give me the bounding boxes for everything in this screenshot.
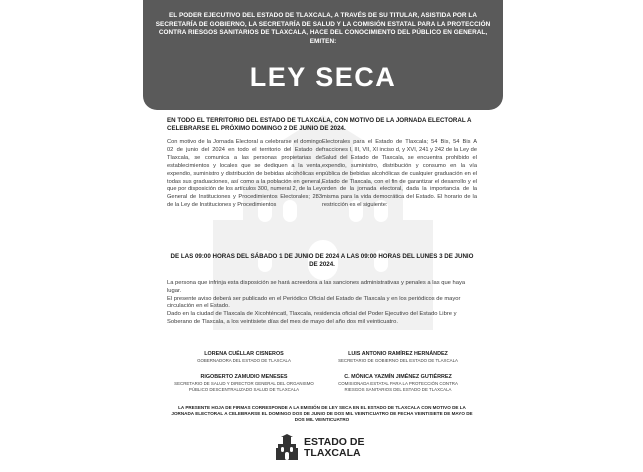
signatory-name: RIGOBERTO ZAMUDIO MENESES	[200, 374, 288, 380]
issuance-paragraph: Dado en la ciudad de Tlaxcala de Xicohténcatl, Tlaxcala, residencia oficial del Poder Ejecutivo del Estado Libre y Soberano de Tlaxcala, a los veintisiete días del mes de mayo del año dos mil veinticuatro.	[167, 311, 457, 325]
body-column-left: Con motivo de la Jornada Electoral a celebrarse el domingo 02 de junio del 2024 en todo el territorio del Estado de Tlaxcala, se comunica a las personas propietarias de establecimientos y locales que se dediquen a la venta, expendio, suministro y distribución de bebidas alcohólicas en todas sus graduaciones, así como a la población en general, que por disposición de los artículos 300, numeral 2, de la Ley General de Instituciones y Procedimientos Electorales; 283 de la Ley de Instituciones y Procedimientos	[167, 139, 322, 209]
signatory-role: SECRETARIO DE SALUD Y DIRECTOR GENERAL DEL ORGANISMO PÚBLICO DESCENTRALIZADO SALUD DE TLAXCALA	[174, 381, 314, 392]
lead-statement: EN TODO EL TERRITORIO DEL ESTADO DE TLAXCALA, CON MOTIVO DE LA JORNADA ELECTORAL A CELEBRARSE EL PRÓXIMO DOMINGO 2 DE JUNIO DE 2024.	[167, 117, 472, 132]
signatory-name: LORENA CUÉLLAR CISNEROS	[204, 351, 284, 357]
logo-line-1: ESTADO DE	[304, 436, 365, 448]
issuer-statement: EL PODER EJECUTIVO DEL ESTADO DE TLAXCALA, A TRAVÉS DE SU TITULAR, ASISTIDA POR LA SECRETARÍA DE GOBIERNO, LA SECRETARÍA DE SALUD Y LA COMISIÓN ESTATAL PARA LA PROTECCIÓN CONTRA RIESGOS SANITARIOS DE TLAXCALA, HACE DEL CONOCIMIENTO DEL PÚBLICO EN GENERAL, EMITEN:	[155, 12, 491, 45]
state-logo	[276, 434, 376, 462]
logo-wordmark	[304, 437, 364, 459]
signatory-name: C. MÓNICA YAZMÍN JIMÉNEZ GUTIÉRREZ	[344, 374, 452, 380]
signature-secretary-government	[328, 351, 468, 364]
signature-secretary-health	[174, 374, 314, 392]
signatory-role: COMISIONADA ESTATAL PARA LA PROTECCIÓN CONTRA RIESGOS SANITARIOS DEL ESTADO DE TLAXCALA	[338, 381, 458, 392]
sanctions-paragraph: La persona que infrinja esta disposición se hará acreedora a las sanciones administrativas y penales a las que haya lugar.	[167, 280, 466, 294]
signatory-role: SECRETARIO DE GOBIERNO DEL ESTADO DE TLAXCALA	[338, 358, 458, 363]
signatory-name: LUIS ANTONIO RAMÍREZ HERNÁNDEZ	[348, 351, 448, 357]
tlaxcala-emblem-icon	[276, 434, 298, 462]
publication-paragraph: El presente aviso deberá ser publicado en el Periódico Oficial del Estado de Tlaxcala y en los periódicos de mayor circulación en el Estado.	[167, 295, 461, 310]
signature-commissioner	[328, 374, 468, 392]
restriction-schedule: DE LAS 09:00 HORAS DEL SÁBADO 1 DE JUNIO DE 2024 A LAS 09:00 HORAS DEL LUNES 3 DE JUNIO DE 2024.	[170, 253, 474, 268]
body-column-right: Electorales para el Estado de Tlaxcala; 54 Bis, 54 Bis A fracciones I, III, VII, XI inciso d, y XVI, 241 y 242 de la Ley de Salud del Estado de Tlaxcala, se encuentra prohibido el expendio, suministro, distribución y consumo en la vía pública de bebidas alcohólicas de cualquier graduación en el Estado de Tlaxcala, con el fin de garantizar el desarrollo y el orden de la jornada electoral, dada la importancia de la misma para la vida democrática del Estado. El horario de la restricción es el siguiente:	[322, 139, 477, 209]
signature-page-note: LA PRESENTE HOJA DE FIRMAS CORRESPONDE A LA EMISIÓN DE LEY SECA EN EL ESTADO DE TLAXCALA CON MOTIVO DE LA JORNADA ELECTORAL A CELEBRARSE EL DOMINGO DOS DE JUNIO DE DOS MIL VEINTICUATRO DE FECHA VEINTISIETE DE MAYO DE DOS MIL VEINTICUATRO	[171, 405, 473, 422]
notice-title: LEY SECA	[249, 62, 397, 92]
signature-governor	[174, 351, 314, 364]
signatory-role: GOBERNADORA DEL ESTADO DE TLAXCALA	[197, 358, 291, 363]
logo-line-2: TLAXCALA	[304, 447, 361, 459]
header-banner	[143, 0, 503, 110]
closing-paragraphs	[167, 280, 477, 327]
